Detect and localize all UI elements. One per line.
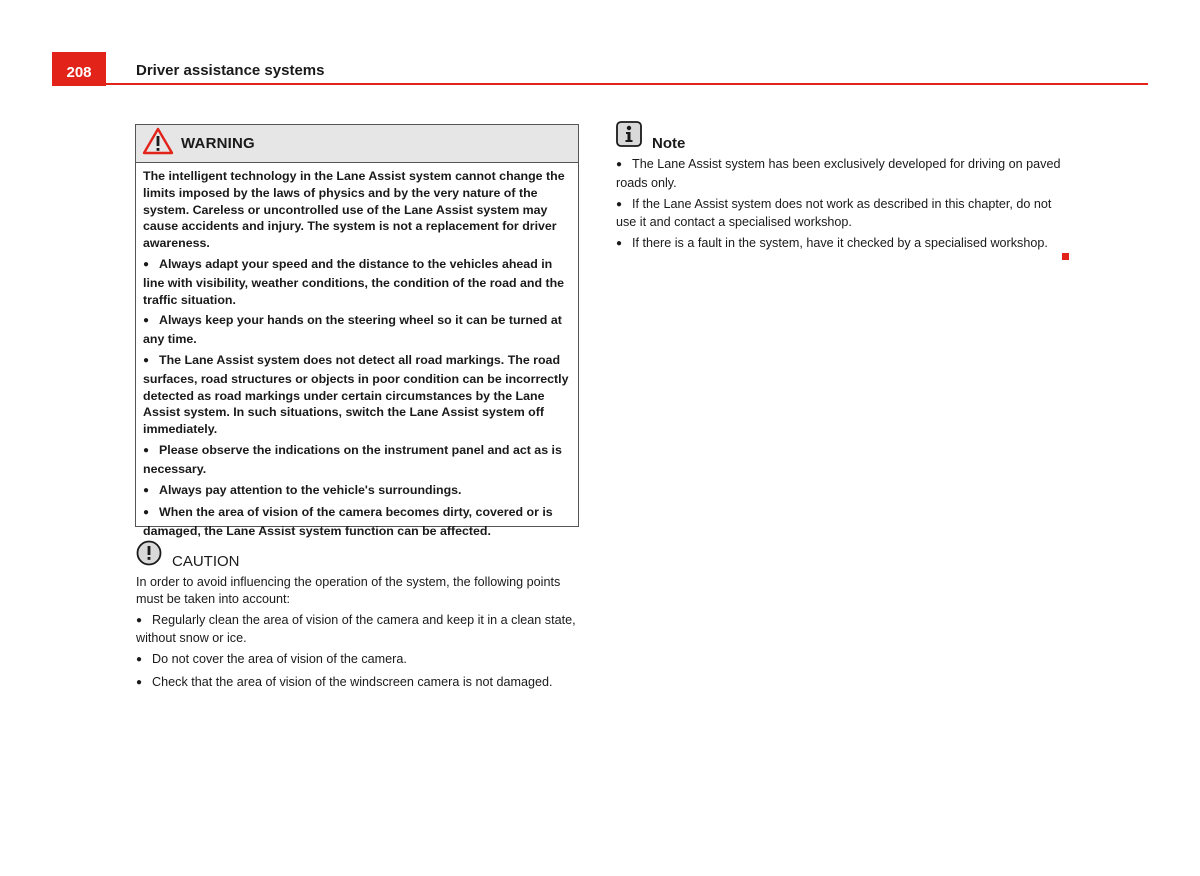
section-title: Driver assistance systems bbox=[136, 62, 325, 79]
warning-item: ● The Lane Assist system does not detect all road markings. The road surfaces, road structures or objects in poor condition can be incorrectly detected as road markings under certain circumstances by the Lane Assist system. In such situations, switch the Lane Assist system off immediately. bbox=[143, 352, 571, 438]
caution-intro: In order to avoid influencing the operation of the system, the following points must be taken into account: bbox=[136, 575, 561, 606]
exclamation-circle-icon bbox=[136, 540, 162, 571]
warning-header bbox=[136, 125, 578, 163]
caution-title: CAUTION bbox=[172, 552, 240, 570]
header-divider bbox=[52, 83, 1148, 85]
note-title: Note bbox=[652, 135, 686, 152]
warning-item: ● Always keep your hands on the steering wheel so it can be turned at any time. bbox=[143, 312, 571, 348]
warning-item: ● Always adapt your speed and the distance to the vehicles ahead in line with visibility, weather conditions, the condition of the road and the traffic situation. bbox=[143, 256, 571, 308]
warning-title: WARNING bbox=[181, 135, 255, 152]
warning-triangle-icon bbox=[142, 127, 174, 160]
info-icon bbox=[616, 121, 642, 152]
warning-body bbox=[136, 163, 578, 540]
warning-item: ● When the area of vision of the camera becomes dirty, covered or is damaged, the Lane Assist system function can be affected. bbox=[143, 504, 571, 540]
note-item: ● The Lane Assist system has been exclusively developed for driving on paved roads only. bbox=[616, 156, 1066, 192]
warning-intro: The intelligent technology in the Lane Assist system cannot change the limits imposed by the laws of physics and by the very nature of the system. Careless or uncontrolled use of the Lane Assist system may cause accidents and injury. The system is not a replacement for driver awareness. bbox=[143, 169, 565, 251]
caution-section bbox=[136, 541, 586, 697]
warning-item: ● Always pay attention to the vehicle's surroundings. bbox=[143, 482, 571, 501]
note-section bbox=[616, 124, 1066, 258]
section-end-marker bbox=[1062, 253, 1069, 260]
note-header bbox=[616, 124, 1066, 152]
caution-item: ● Regularly clean the area of vision of the camera and keep it in a clean state, without snow or ice. bbox=[136, 612, 586, 648]
note-item: ● If there is a fault in the system, have it checked by a specialised workshop. bbox=[616, 235, 1066, 254]
note-body bbox=[616, 156, 1066, 254]
warning-box bbox=[135, 124, 579, 539]
warning-item: ● Please observe the indications on the instrument panel and act as is necessary. bbox=[143, 442, 571, 478]
note-item: ● If the Lane Assist system does not work as described in this chapter, do not use it and contact a specialised workshop. bbox=[616, 196, 1066, 232]
caution-item: ● Check that the area of vision of the windscreen camera is not damaged. bbox=[136, 674, 586, 693]
caution-item: ● Do not cover the area of vision of the camera. bbox=[136, 651, 586, 670]
caution-header bbox=[136, 541, 586, 569]
caution-body bbox=[136, 574, 586, 693]
page-number: 208 bbox=[52, 52, 106, 86]
